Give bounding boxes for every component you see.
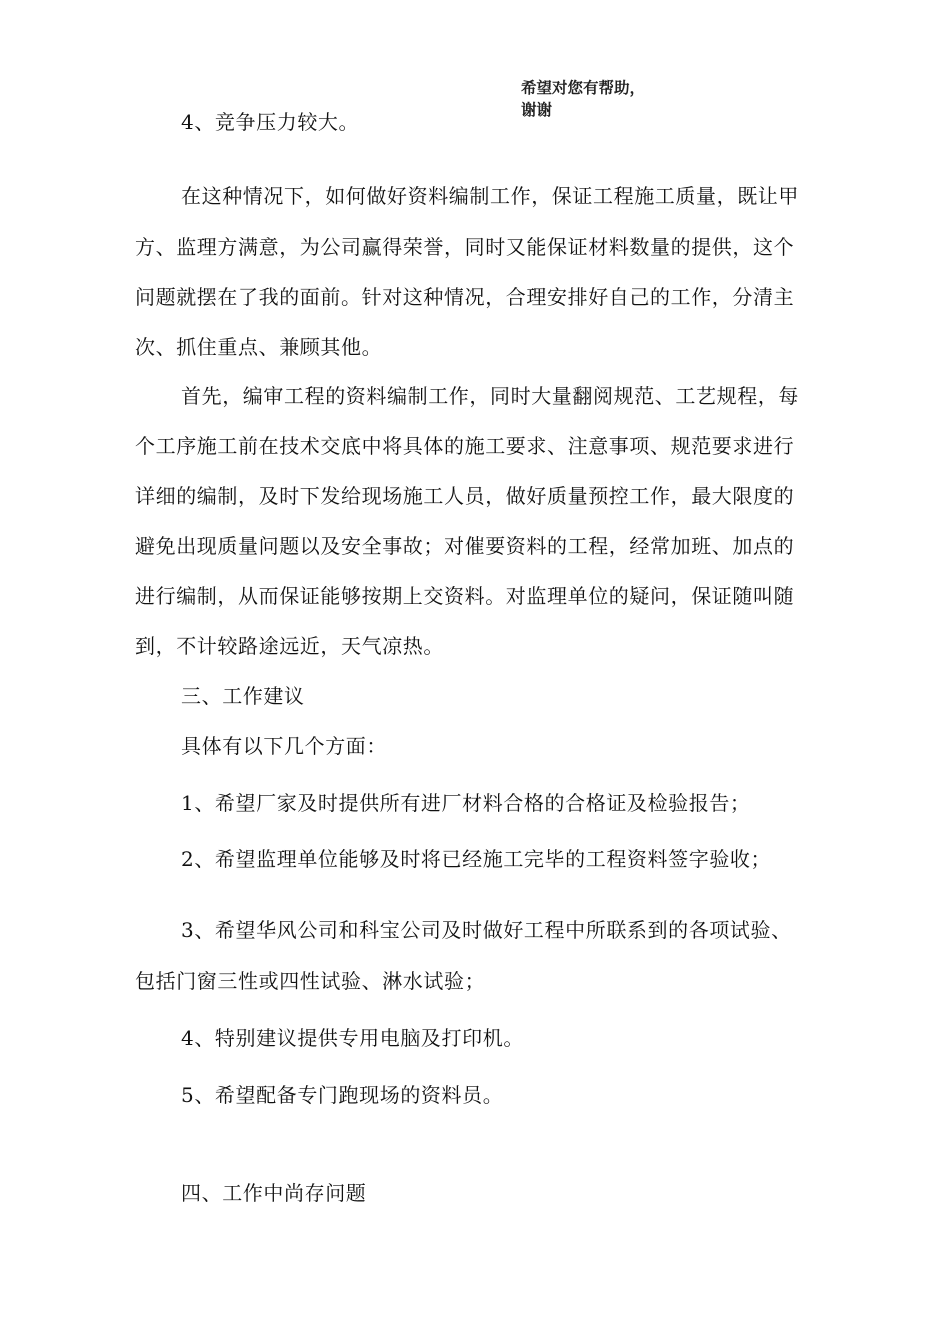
- paragraph-line: 到，不计较路途远近，天气凉热。: [135, 634, 444, 658]
- list-item: 3、希望华风公司和科宝公司及时做好工程中所联系到的各项试验、: [181, 918, 792, 942]
- list-item: 5、希望配备专门跑现场的资料员。: [181, 1083, 504, 1107]
- help-note-line-1: 希望对您有帮助，: [521, 79, 646, 97]
- list-item: 4、特别建议提供专用电脑及打印机。: [181, 1026, 524, 1050]
- paragraph-line: 详细的编制，及时下发给现场施工人员，做好质量预控工作，最大限度的: [135, 484, 795, 508]
- paragraph-line: 进行编制，从而保证能够按期上交资料。对监理单位的疑问，保证随叫随: [135, 584, 795, 608]
- section-heading-work-suggestions: 三、工作建议: [181, 684, 305, 708]
- help-note-line-2: 谢谢: [521, 101, 553, 119]
- section-heading-remaining-issues: 四、工作中尚存问题: [181, 1181, 367, 1205]
- paragraph-line: 次、抓住重点、兼顾其他。: [135, 335, 383, 359]
- paragraph-line: 个工序施工前在技术交底中将具体的施工要求、注意事项、规范要求进行: [135, 434, 795, 458]
- paragraph-line: 在这种情况下，如何做好资料编制工作，保证工程施工质量，既让甲: [181, 184, 799, 208]
- list-item: 2、希望监理单位能够及时将已经施工完毕的工程资料签字验收；: [181, 847, 772, 871]
- paragraph-line: 问题就摆在了我的面前。针对这种情况，合理安排好自己的工作，分清主: [135, 285, 795, 309]
- paragraph-line: 避免出现质量问题以及安全事故；对催要资料的工程，经常加班、加点的: [135, 534, 795, 558]
- paragraph-line: 具体有以下几个方面：: [181, 734, 387, 758]
- paragraph-line: 方、监理方满意，为公司赢得荣誉，同时又能保证材料数量的提供，这个: [135, 235, 795, 259]
- paragraph-line: 首先，编审工程的资料编制工作，同时大量翻阅规范、工艺规程，每: [181, 384, 799, 408]
- list-item-continuation: 包括门窗三性或四性试验、淋水试验；: [135, 969, 486, 993]
- list-item: 1、希望厂家及时提供所有进厂材料合格的合格证及检验报告；: [181, 791, 751, 815]
- help-note: [521, 77, 691, 121]
- list-item-4-pressure: 4、竞争压力较大。: [181, 110, 360, 134]
